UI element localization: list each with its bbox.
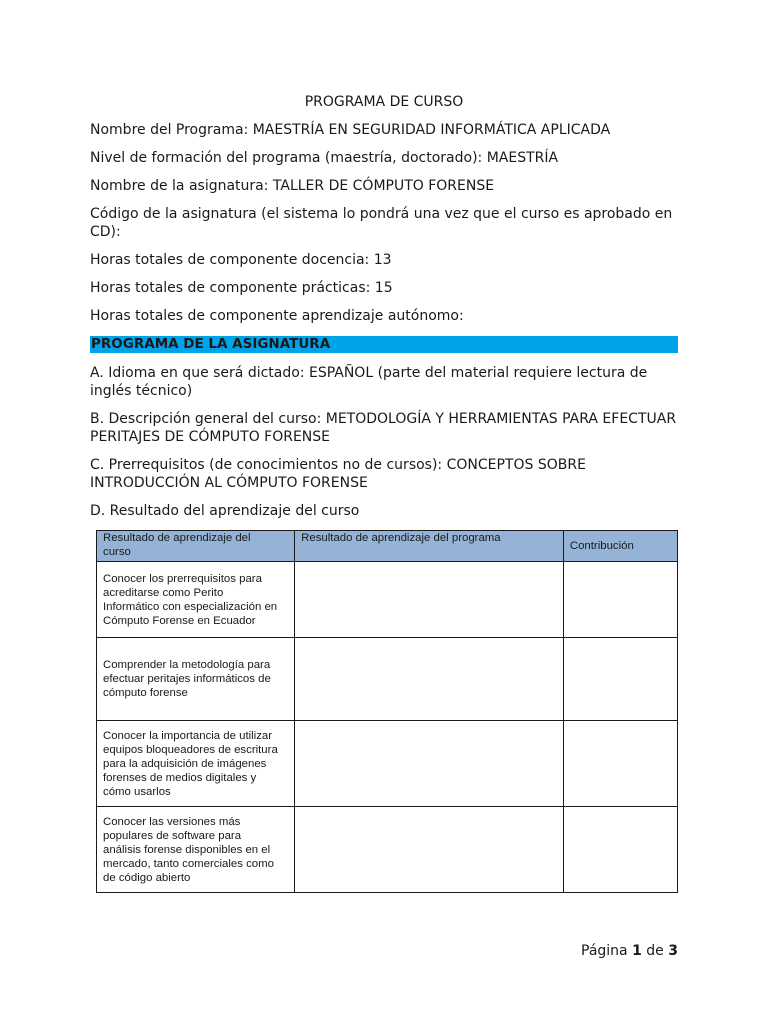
prerequisites-item: C. Prerrequisitos (de conocimientos no de cursos): CONCEPTOS SOBRE — [90, 457, 586, 473]
cell-line: Cómputo Forense en Ecuador — [103, 614, 256, 627]
page-total: 3 — [668, 943, 678, 959]
cell-line: efectuar peritajes informáticos de — [103, 673, 271, 685]
document-title: PROGRAMA DE CURSO — [304, 94, 464, 110]
table-header-row — [97, 531, 678, 562]
course-code-field-continued: CD): — [90, 224, 121, 240]
cell-line: de código abierto — [103, 871, 191, 884]
cell-line: Conocer los prerrequisitos para — [103, 572, 262, 585]
row-contribution — [563, 721, 677, 807]
cell-line: análisis forense disponibles en el — [103, 843, 271, 856]
learning-results-table — [96, 530, 678, 893]
table-row — [97, 638, 678, 721]
cell-line: Conocer la importancia de utilizar — [103, 729, 273, 742]
autonomous-hours-field: Horas totales de componente aprendizaje autónomo: — [90, 308, 464, 324]
row-course-result — [97, 721, 295, 807]
of-word: de — [646, 943, 664, 959]
cell-line: Informático con especialización en — [103, 600, 278, 613]
course-code-field: Código de la asignatura (el sistema lo pondrá una vez que el curso es aprobado en — [90, 206, 673, 222]
cell-line: equipos bloqueadores de escritura — [103, 743, 278, 756]
program-level-field: Nivel de formación del programa (maestría, doctorado): MAESTRÍA — [90, 150, 559, 166]
cell-line: populares de software para — [103, 829, 242, 842]
page-number-footer — [581, 943, 678, 959]
cell-line: cómputo forense — [103, 687, 188, 699]
cell-line: Conocer las versiones más — [103, 815, 241, 828]
row-contribution — [563, 638, 677, 721]
header-line: Contribución — [569, 540, 634, 552]
description-item: B. Descripción general del curso: METODOLOGÍA Y HERRAMIENTAS PARA EFECTUAR — [90, 411, 677, 427]
row-program-result — [295, 562, 564, 638]
row-program-result — [295, 638, 564, 721]
page-word: Página — [581, 943, 628, 959]
language-item: A. Idioma en que será dictado: ESPAÑOL (parte del material requiere lectura de — [90, 365, 648, 381]
page-current: 1 — [632, 943, 642, 959]
section-heading: PROGRAMA DE LA ASIGNATURA — [91, 336, 331, 352]
cell-line: cómo usarlos — [103, 785, 171, 798]
learning-results-item: D. Resultado del aprendizaje del curso — [90, 503, 360, 519]
row-course-result — [97, 807, 295, 893]
header-program-result — [295, 531, 564, 562]
table-row — [97, 721, 678, 807]
header-course-result — [97, 531, 295, 562]
header-line: Resultado de aprendizaje del — [103, 532, 251, 544]
row-contribution — [563, 562, 677, 638]
row-contribution — [563, 807, 677, 893]
cell-line: para la adquisición de imágenes — [103, 757, 267, 770]
row-course-result — [97, 562, 295, 638]
row-program-result — [295, 721, 564, 807]
header-line: curso — [103, 546, 131, 558]
program-name-field: Nombre del Programa: MAESTRÍA EN SEGURIDAD INFORMÁTICA APLICADA — [90, 122, 611, 138]
cell-line: forenses de medios digitales y — [103, 771, 257, 784]
header-contribution — [563, 531, 677, 562]
prerequisites-item-continued: INTRODUCCIÓN AL CÓMPUTO FORENSE — [90, 475, 368, 491]
row-program-result — [295, 807, 564, 893]
description-item-continued: PERITAJES DE CÓMPUTO FORENSE — [90, 429, 331, 445]
header-line: Resultado de aprendizaje del programa — [301, 532, 501, 544]
practice-hours-field: Horas totales de componente prácticas: 15 — [90, 280, 393, 296]
table-row — [97, 807, 678, 893]
course-name-field: Nombre de la asignatura: TALLER DE CÓMPUTO FORENSE — [90, 178, 495, 194]
cell-line: Comprender la metodología para — [103, 659, 271, 671]
cell-line: mercado, tanto comerciales como — [103, 857, 274, 870]
table-row — [97, 562, 678, 638]
teaching-hours-field: Horas totales de componente docencia: 13 — [90, 252, 392, 268]
row-course-result — [97, 638, 295, 721]
cell-line: acreditarse como Perito — [103, 586, 224, 599]
language-item-continued: inglés técnico) — [90, 383, 193, 399]
